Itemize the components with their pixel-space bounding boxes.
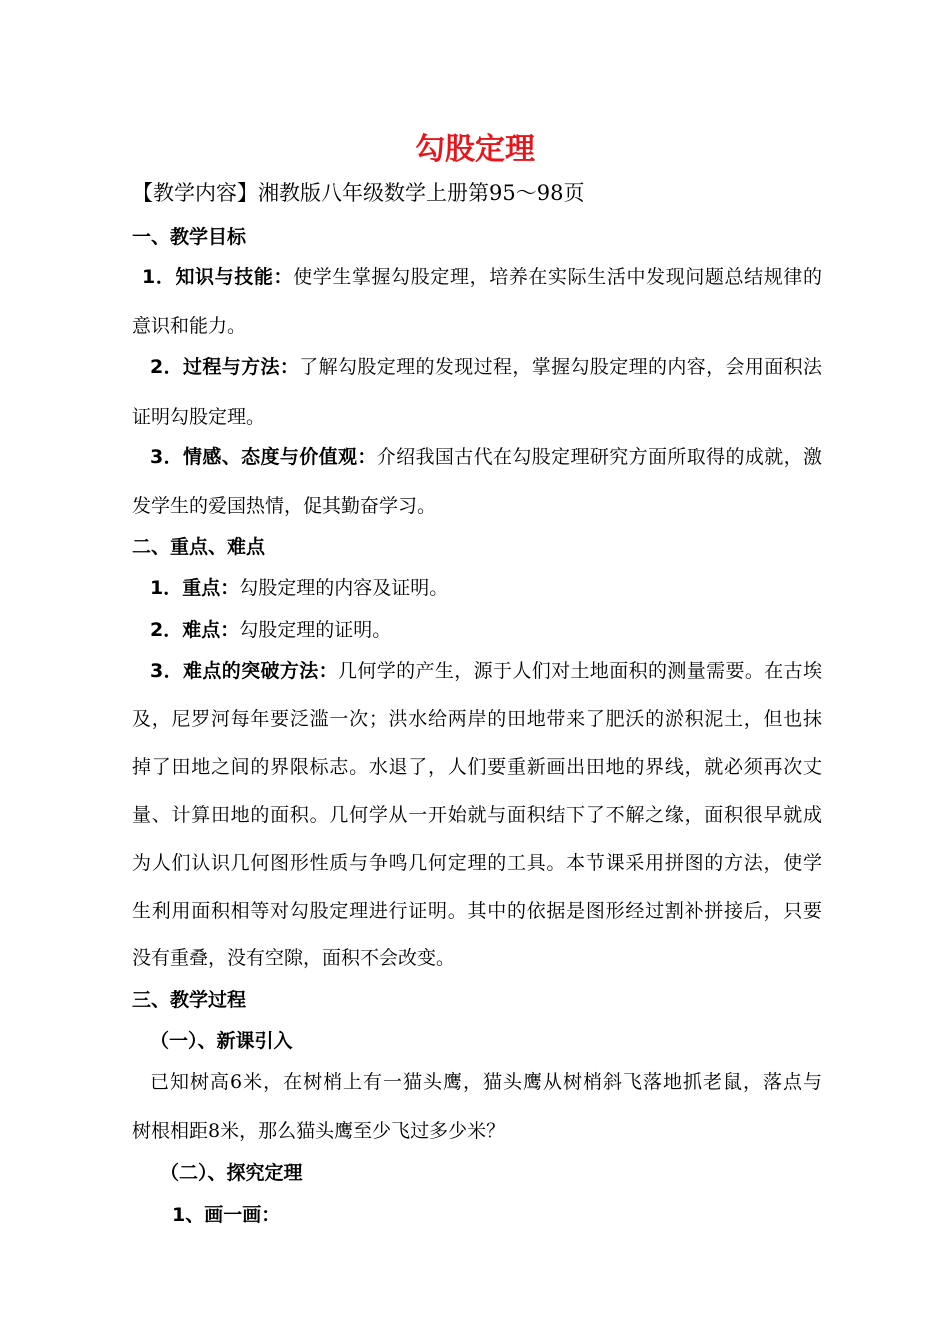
objective-3-label: 3．情感、态度与价值观：	[150, 446, 377, 468]
key-point-2-label: 2．难点：	[150, 619, 240, 641]
key-point-3-text-a: 几何学的产生，源于人们对土地面积的测量需要。在古埃	[337, 660, 822, 682]
objective-2-text-a: 了解勾股定理的发现过程，掌握勾股定理的内容，会用面积法	[299, 356, 822, 378]
key-point-1-text: 勾股定理的内容及证明。	[239, 577, 449, 599]
key-point-3-text-c: 掉了田地之间的界限标志。水退了，人们要重新画出田地的界线，就必须再次丈	[132, 756, 822, 778]
objective-1-label: 1．知识与技能：	[142, 266, 294, 288]
subsection-heading-intro: （一）、新课引入	[150, 1030, 293, 1052]
objective-2-text-b: 证明勾股定理。	[132, 406, 266, 428]
section-heading-process: 三、教学过程	[132, 989, 247, 1011]
key-point-3-label: 3．难点的突破方法：	[150, 660, 338, 682]
objective-2-line-a	[150, 352, 822, 382]
teaching-content: 【教学内容】湘教版八年级数学上册第95～98页	[132, 181, 585, 205]
objective-1-text-b: 意识和能力。	[132, 315, 247, 337]
explore-item-1: 1、画一画：	[172, 1204, 281, 1226]
objective-2-label: 2．过程与方法：	[150, 356, 300, 378]
document-title: 勾股定理	[415, 132, 535, 167]
subsection-heading-explore: （二）、探究定理	[160, 1162, 303, 1184]
objective-1-text-a: 使学生掌握勾股定理，培养在实际生活中发现问题总结规律的	[293, 266, 822, 288]
key-point-3-line-a	[150, 656, 822, 686]
objective-3-text-a: 介绍我国古代在勾股定理研究方面所取得的成就，激	[376, 446, 822, 468]
key-point-1	[150, 573, 840, 603]
key-point-3-text-d: 量、计算田地的面积。几何学从一开始就与面积结下了不解之缘，面积很早就成	[132, 804, 822, 826]
key-point-3-text-e: 为人们认识几何图形性质与争鸣几何定理的工具。本节课采用拼图的方法，使学	[132, 852, 822, 874]
intro-text-b: 树根相距8米，那么猫头鹰至少飞过多少米？	[132, 1120, 506, 1142]
section-heading-objectives: 一、教学目标	[132, 226, 247, 248]
section-heading-key-points: 二、重点、难点	[132, 536, 266, 558]
objective-1-line-a	[142, 262, 822, 292]
key-point-3-text-f: 生利用面积相等对勾股定理进行证明。其中的依据是图形经过割补拼接后，只要	[132, 900, 822, 922]
key-point-3-text-g: 没有重叠，没有空隙，面积不会改变。	[132, 947, 456, 969]
intro-text-a: 已知树高6米，在树梢上有一猫头鹰，猫头鹰从树梢斜飞落地抓老鼠，落点与	[150, 1071, 822, 1093]
key-point-2-text: 勾股定理的证明。	[239, 619, 392, 641]
key-point-1-label: 1．重点：	[150, 577, 240, 599]
key-point-2	[150, 615, 840, 645]
objective-3-text-b: 发学生的爱国热情，促其勤奋学习。	[132, 495, 437, 517]
key-point-3-text-b: 及，尼罗河每年要泛滥一次；洪水给两岸的田地带来了肥沃的淤积泥土，但也抹	[132, 708, 822, 730]
objective-3-line-a	[150, 442, 822, 472]
